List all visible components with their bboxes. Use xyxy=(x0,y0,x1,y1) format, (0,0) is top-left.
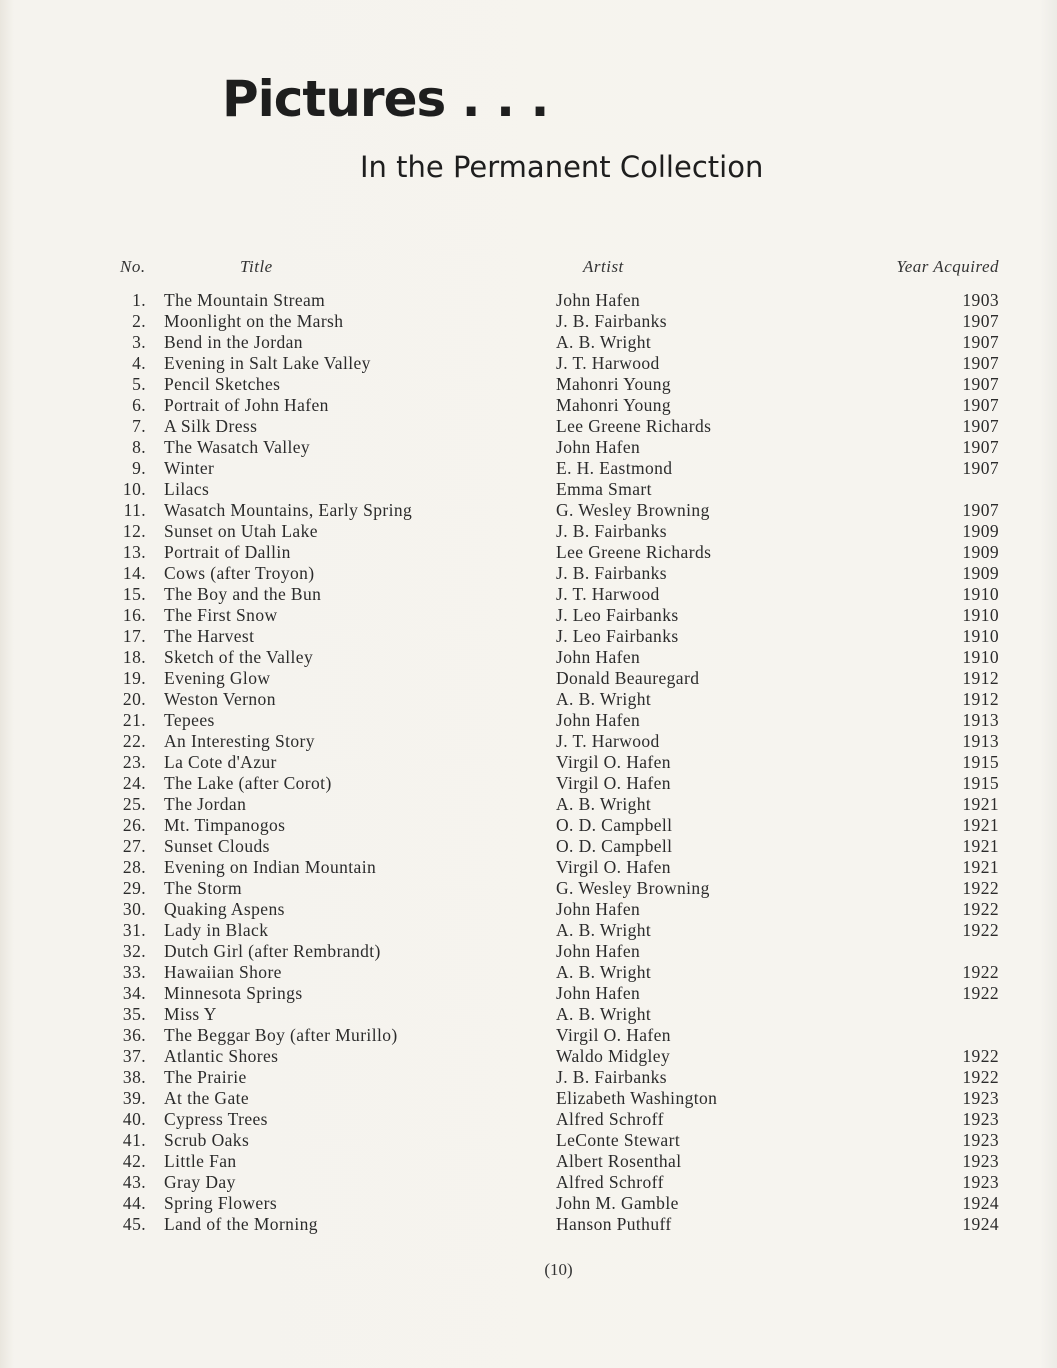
table-row xyxy=(0,1214,1057,1235)
row-year: 1923 xyxy=(962,1151,999,1171)
table-row xyxy=(0,542,1057,563)
row-year: 1922 xyxy=(962,899,999,919)
row-title: Cows (after Troyon) xyxy=(164,563,315,583)
row-title: Gray Day xyxy=(164,1172,236,1192)
table-row xyxy=(0,290,1057,311)
row-artist: E. H. Eastmond xyxy=(556,458,673,478)
row-artist: Emma Smart xyxy=(556,479,652,499)
table-row xyxy=(0,920,1057,941)
table-row xyxy=(0,1172,1057,1193)
table-row xyxy=(0,353,1057,374)
row-year: 1907 xyxy=(962,332,999,352)
row-artist: J. Leo Fairbanks xyxy=(556,605,679,625)
row-artist: Waldo Midgley xyxy=(556,1046,671,1066)
row-artist: John M. Gamble xyxy=(556,1193,679,1213)
table-row xyxy=(0,899,1057,920)
row-number: 34. xyxy=(122,983,146,1003)
table-row xyxy=(0,395,1057,416)
row-artist: J. B. Fairbanks xyxy=(556,521,667,541)
row-artist: LeConte Stewart xyxy=(556,1130,681,1150)
row-number: 9. xyxy=(132,458,146,478)
row-year: 1907 xyxy=(962,416,999,436)
table-row xyxy=(0,416,1057,437)
row-title: The Wasatch Valley xyxy=(164,437,311,457)
row-title: Cypress Trees xyxy=(164,1109,268,1129)
table-row xyxy=(0,1004,1057,1025)
row-title: Spring Flowers xyxy=(164,1193,278,1213)
row-title: The Mountain Stream xyxy=(164,290,326,310)
row-year: 1923 xyxy=(962,1109,999,1129)
row-title: Land of the Morning xyxy=(164,1214,318,1234)
column-header-title: Title xyxy=(240,257,273,276)
row-artist: J. B. Fairbanks xyxy=(556,311,667,331)
table-row xyxy=(0,626,1057,647)
row-number: 18. xyxy=(122,647,146,667)
row-year: 1923 xyxy=(962,1088,999,1108)
row-title: Dutch Girl (after Rembrandt) xyxy=(164,941,381,961)
row-title: Portrait of John Hafen xyxy=(164,395,329,415)
row-number: 8. xyxy=(132,437,146,457)
row-year: 1907 xyxy=(962,395,999,415)
table-row xyxy=(0,1193,1057,1214)
row-artist: Albert Rosenthal xyxy=(556,1151,682,1171)
row-artist: Lee Greene Richards xyxy=(556,416,712,436)
row-year: 1909 xyxy=(962,563,999,583)
row-year: 1921 xyxy=(962,857,999,877)
row-number: 41. xyxy=(122,1130,146,1150)
row-number: 2. xyxy=(132,311,146,331)
row-title: Minnesota Springs xyxy=(164,983,303,1003)
row-year: 1907 xyxy=(962,500,999,520)
row-artist: A. B. Wright xyxy=(556,1004,652,1024)
row-number: 15. xyxy=(122,584,146,604)
row-artist: J. B. Fairbanks xyxy=(556,1067,667,1087)
row-year: 1922 xyxy=(962,983,999,1003)
row-year: 1912 xyxy=(962,668,999,688)
table-row xyxy=(0,794,1057,815)
row-title: The Beggar Boy (after Murillo) xyxy=(164,1025,398,1045)
table-row xyxy=(0,332,1057,353)
table-row xyxy=(0,815,1057,836)
row-year: 1909 xyxy=(962,521,999,541)
row-number: 43. xyxy=(122,1172,146,1192)
column-header-no: No. xyxy=(120,257,146,276)
row-number: 28. xyxy=(122,857,146,877)
row-year: 1922 xyxy=(962,962,999,982)
row-number: 36. xyxy=(122,1025,146,1045)
row-title: Sunset Clouds xyxy=(164,836,270,856)
row-year: 1909 xyxy=(962,542,999,562)
row-year: 1923 xyxy=(962,1172,999,1192)
row-year: 1910 xyxy=(962,605,999,625)
row-year: 1907 xyxy=(962,437,999,457)
table-row xyxy=(0,500,1057,521)
row-title: The Jordan xyxy=(164,794,247,814)
row-title: Wasatch Mountains, Early Spring xyxy=(164,500,413,520)
table-row xyxy=(0,563,1057,584)
row-number: 4. xyxy=(132,353,146,373)
row-number: 16. xyxy=(122,605,146,625)
row-artist: Mahonri Young xyxy=(556,395,672,415)
row-title: Portrait of Dallin xyxy=(164,542,291,562)
row-number: 19. xyxy=(122,668,146,688)
row-number: 23. xyxy=(122,752,146,772)
row-artist: A. B. Wright xyxy=(556,689,652,709)
row-artist: G. Wesley Browning xyxy=(556,500,710,520)
row-artist: A. B. Wright xyxy=(556,332,652,352)
row-number: 38. xyxy=(122,1067,146,1087)
row-artist: John Hafen xyxy=(556,437,641,457)
table-row xyxy=(0,374,1057,395)
row-year: 1921 xyxy=(962,836,999,856)
row-artist: A. B. Wright xyxy=(556,920,652,940)
row-year: 1907 xyxy=(962,374,999,394)
row-title: Atlantic Shores xyxy=(164,1046,279,1066)
table-row xyxy=(0,605,1057,626)
row-title: The Storm xyxy=(164,878,242,898)
row-title: Miss Y xyxy=(164,1004,217,1024)
row-number: 42. xyxy=(122,1151,146,1171)
row-title: Weston Vernon xyxy=(164,689,276,709)
row-artist: Virgil O. Hafen xyxy=(556,1025,671,1045)
row-artist: J. B. Fairbanks xyxy=(556,563,667,583)
row-title: Mt. Timpanogos xyxy=(164,815,286,835)
row-year: 1910 xyxy=(962,584,999,604)
row-year: 1922 xyxy=(962,1046,999,1066)
row-number: 29. xyxy=(122,878,146,898)
row-title: The Harvest xyxy=(164,626,255,646)
row-number: 6. xyxy=(132,395,146,415)
table-row xyxy=(0,668,1057,689)
row-number: 31. xyxy=(122,920,146,940)
row-artist: Virgil O. Hafen xyxy=(556,752,671,772)
table-row xyxy=(0,1046,1057,1067)
row-title: Sunset on Utah Lake xyxy=(164,521,318,541)
row-artist: Virgil O. Hafen xyxy=(556,773,671,793)
row-year: 1921 xyxy=(962,815,999,835)
row-number: 17. xyxy=(122,626,146,646)
row-number: 1. xyxy=(132,290,146,310)
row-year: 1922 xyxy=(962,920,999,940)
row-title: Little Fan xyxy=(164,1151,237,1171)
row-artist: John Hafen xyxy=(556,983,641,1003)
row-year: 1922 xyxy=(962,1067,999,1087)
row-title: Moonlight on the Marsh xyxy=(164,311,344,331)
row-artist: John Hafen xyxy=(556,941,641,961)
collection-table xyxy=(0,290,1057,1235)
row-artist: John Hafen xyxy=(556,710,641,730)
table-row xyxy=(0,836,1057,857)
row-number: 20. xyxy=(122,689,146,709)
row-number: 24. xyxy=(122,773,146,793)
row-title: Sketch of the Valley xyxy=(164,647,314,667)
row-title: Bend in the Jordan xyxy=(164,332,303,352)
row-year: 1910 xyxy=(962,626,999,646)
row-number: 35. xyxy=(122,1004,146,1024)
table-row xyxy=(0,878,1057,899)
table-row xyxy=(0,1130,1057,1151)
row-number: 7. xyxy=(132,416,146,436)
row-year: 1913 xyxy=(962,731,999,751)
table-row xyxy=(0,458,1057,479)
row-artist: J. Leo Fairbanks xyxy=(556,626,679,646)
table-row xyxy=(0,311,1057,332)
row-title: Hawaiian Shore xyxy=(164,962,282,982)
table-row xyxy=(0,941,1057,962)
row-number: 12. xyxy=(122,521,146,541)
table-row xyxy=(0,1088,1057,1109)
row-number: 45. xyxy=(122,1214,146,1234)
row-number: 39. xyxy=(122,1088,146,1108)
row-year: 1907 xyxy=(962,353,999,373)
row-artist: Alfred Schroff xyxy=(556,1172,664,1192)
row-title: Scrub Oaks xyxy=(164,1130,250,1150)
row-artist: Donald Beauregard xyxy=(556,668,700,688)
row-number: 30. xyxy=(122,899,146,919)
row-artist: O. D. Campbell xyxy=(556,815,673,835)
row-artist: A. B. Wright xyxy=(556,962,652,982)
row-year: 1923 xyxy=(962,1130,999,1150)
row-artist: A. B. Wright xyxy=(556,794,652,814)
table-row xyxy=(0,479,1057,500)
row-title: Winter xyxy=(164,458,215,478)
row-title: Tepees xyxy=(164,710,215,730)
row-number: 27. xyxy=(122,836,146,856)
row-title: A Silk Dress xyxy=(164,416,258,436)
row-year: 1924 xyxy=(962,1214,999,1234)
row-year: 1921 xyxy=(962,794,999,814)
row-artist: John Hafen xyxy=(556,899,641,919)
row-title: Lady in Black xyxy=(164,920,269,940)
page-number: (10) xyxy=(544,1260,573,1279)
table-row xyxy=(0,689,1057,710)
row-title: The Lake (after Corot) xyxy=(164,773,332,793)
row-artist: Virgil O. Hafen xyxy=(556,857,671,877)
row-artist: John Hafen xyxy=(556,290,641,310)
row-year: 1903 xyxy=(962,290,999,310)
row-artist: John Hafen xyxy=(556,647,641,667)
row-year: 1910 xyxy=(962,647,999,667)
table-row xyxy=(0,731,1057,752)
table-row xyxy=(0,857,1057,878)
row-year: 1915 xyxy=(962,773,999,793)
page-subtitle: In the Permanent Collection xyxy=(360,150,764,184)
row-title: Evening Glow xyxy=(164,668,271,688)
row-year: 1922 xyxy=(962,878,999,898)
row-artist: Alfred Schroff xyxy=(556,1109,664,1129)
row-artist: J. T. Harwood xyxy=(556,353,660,373)
row-number: 26. xyxy=(122,815,146,835)
table-row xyxy=(0,1067,1057,1088)
table-row xyxy=(0,773,1057,794)
row-artist: Lee Greene Richards xyxy=(556,542,712,562)
row-artist: J. T. Harwood xyxy=(556,584,660,604)
row-year: 1907 xyxy=(962,458,999,478)
row-number: 25. xyxy=(122,794,146,814)
row-artist: O. D. Campbell xyxy=(556,836,673,856)
row-number: 10. xyxy=(122,479,146,499)
table-row xyxy=(0,752,1057,773)
table-row xyxy=(0,437,1057,458)
row-number: 44. xyxy=(122,1193,146,1213)
table-row xyxy=(0,962,1057,983)
row-artist: Mahonri Young xyxy=(556,374,672,394)
row-title: Lilacs xyxy=(164,479,210,499)
row-number: 21. xyxy=(122,710,146,730)
row-number: 3. xyxy=(132,332,146,352)
table-row xyxy=(0,710,1057,731)
row-number: 13. xyxy=(122,542,146,562)
row-year: 1913 xyxy=(962,710,999,730)
row-artist: Elizabeth Washington xyxy=(556,1088,718,1108)
page-title: Pictures . . . xyxy=(222,70,549,128)
row-artist: Hanson Puthuff xyxy=(556,1214,672,1234)
row-number: 40. xyxy=(122,1109,146,1129)
table-row xyxy=(0,983,1057,1004)
row-number: 5. xyxy=(132,374,146,394)
row-title: Evening on Indian Mountain xyxy=(164,857,377,877)
row-title: At the Gate xyxy=(164,1088,250,1108)
table-row xyxy=(0,647,1057,668)
table-row xyxy=(0,584,1057,605)
row-title: The Prairie xyxy=(164,1067,247,1087)
row-number: 14. xyxy=(122,563,146,583)
row-title: Quaking Aspens xyxy=(164,899,285,919)
row-title: The First Snow xyxy=(164,605,278,625)
row-artist: G. Wesley Browning xyxy=(556,878,710,898)
row-number: 11. xyxy=(123,500,146,520)
row-year: 1915 xyxy=(962,752,999,772)
row-number: 37. xyxy=(122,1046,146,1066)
row-title: The Boy and the Bun xyxy=(164,584,322,604)
table-row xyxy=(0,1151,1057,1172)
column-header-year: Year Acquired xyxy=(896,257,999,276)
row-number: 33. xyxy=(122,962,146,982)
row-year: 1924 xyxy=(962,1193,999,1213)
table-row xyxy=(0,1109,1057,1130)
row-title: La Cote d'Azur xyxy=(164,752,277,772)
row-year: 1912 xyxy=(962,689,999,709)
row-title: Evening in Salt Lake Valley xyxy=(164,353,371,373)
row-number: 22. xyxy=(122,731,146,751)
row-artist: J. T. Harwood xyxy=(556,731,660,751)
row-title: Pencil Sketches xyxy=(164,374,281,394)
row-number: 32. xyxy=(122,941,146,961)
column-header-artist: Artist xyxy=(583,257,624,276)
row-title: An Interesting Story xyxy=(164,731,315,751)
row-year: 1907 xyxy=(962,311,999,331)
table-row xyxy=(0,1025,1057,1046)
table-row xyxy=(0,521,1057,542)
